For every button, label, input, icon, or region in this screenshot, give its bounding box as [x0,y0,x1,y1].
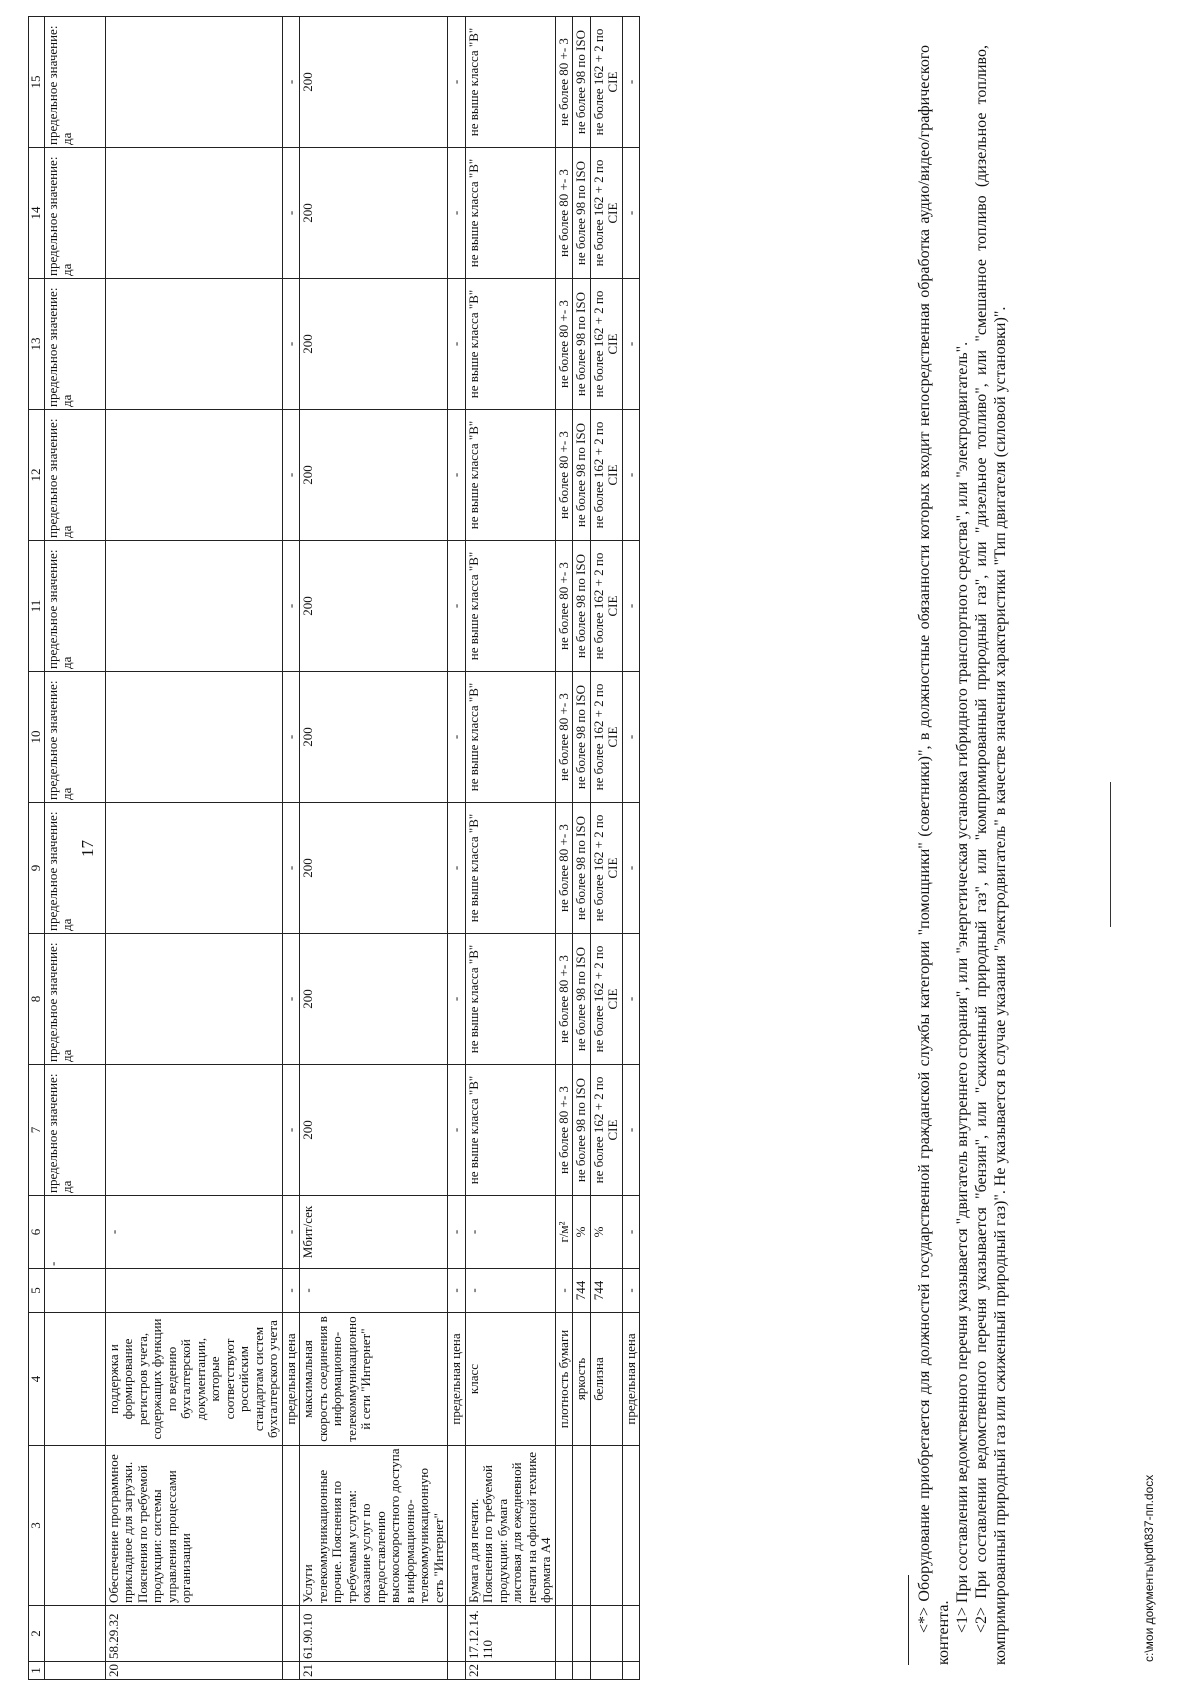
column-number: 6 [29,1196,45,1269]
requirements-table [28,16,640,1680]
table-cell: не более 98 по ISO [573,672,591,803]
table-cell: - [465,1196,555,1269]
column-number: 13 [29,279,45,410]
table-cell [282,1662,300,1680]
table-cell: предельная цена [448,1313,466,1446]
column-number: 9 [29,803,45,934]
table-row [300,17,448,1680]
table-cell: не более 98 по ISO [573,148,591,279]
table-cell [105,410,282,541]
end-rule [1110,782,1111,927]
table-cell [573,1446,591,1606]
limit-caption: предельное значение: да [44,279,105,410]
table-cell: 200 [300,410,448,541]
table-cell: не более 98 по ISO [573,1065,591,1196]
table-cell: - [622,410,640,541]
table-cell: 200 [300,1065,448,1196]
table-cell: - [622,803,640,934]
limit-caption: предельное значение: да [44,1065,105,1196]
table-row [282,17,300,1680]
table-cell: плотность бумаги [555,1313,573,1446]
table-cell: - [448,1269,466,1313]
column-number: 8 [29,934,45,1065]
table-cell: не более 162 + 2 по CIE [590,279,622,410]
table-cell: - [448,672,466,803]
column-number: 15 [29,17,45,148]
table-row [573,17,591,1680]
column-number: 3 [29,1446,45,1606]
table-cell [282,1606,300,1662]
table-cell: - [622,541,640,672]
column-number: 11 [29,541,45,672]
limit-caption-row [44,17,105,1680]
table-cell [105,1269,282,1313]
table-row [555,17,573,1680]
table-cell: % [573,1196,591,1269]
table-cell: - [282,803,300,934]
table-cell: не более 98 по ISO [573,541,591,672]
limit-caption: предельное значение: да [44,934,105,1065]
table-cell: - [282,672,300,803]
table-cell: не более 80 +- 3 [555,17,573,148]
page-number: 17 [78,840,97,857]
limit-caption: предельное значение: да [44,541,105,672]
table-cell: не более 162 + 2 по CIE [590,1065,622,1196]
table-cell: - [465,1269,555,1313]
table-cell: не более 98 по ISO [573,279,591,410]
table-cell [105,803,282,934]
table-cell: - [448,1065,466,1196]
table-cell: - [448,803,466,934]
empty-cell [44,1269,105,1313]
table-cell: - [622,1269,640,1313]
table-cell: не более 80 +- 3 [555,148,573,279]
table-cell: - [282,410,300,541]
table-cell [555,1662,573,1680]
table-cell: Мбит/сек [300,1196,448,1269]
table-cell [555,1446,573,1606]
table-cell [105,672,282,803]
table-cell: - [622,279,640,410]
table-cell: белизна [590,1313,622,1446]
table-cell [622,1606,640,1662]
empty-cell [44,1662,105,1680]
table-cell: - [282,1196,300,1269]
footnote-1: <1> При составлении ведомственного перечня указывается "двигатель внутреннего сгорания", или "энергетическая установка гибридного транспортного средства", или "электродвигатель". [954,341,971,1633]
table-cell: - [622,934,640,1065]
table-cell: - [282,541,300,672]
table-cell: не более 80 +- 3 [555,1065,573,1196]
empty-cell [44,1446,105,1606]
table-cell [573,1662,591,1680]
column-number: 4 [29,1313,45,1446]
table-cell: 200 [300,934,448,1065]
column-number: 14 [29,148,45,279]
table-cell: - [282,17,300,148]
table-cell: не более 162 + 2 по CIE [590,541,622,672]
table-cell [105,17,282,148]
table-cell: 200 [300,279,448,410]
table-cell: - [448,1196,466,1269]
table-cell: - [622,148,640,279]
table-cell: - [282,1065,300,1196]
table-cell: не выше класса "В" [465,1065,555,1196]
table-cell: - [622,1196,640,1269]
table-cell: - [282,148,300,279]
table-cell [448,1662,466,1680]
column-number: 5 [29,1269,45,1313]
table-cell: не более 162 + 2 по CIE [590,803,622,934]
table-cell: - [105,1196,282,1269]
table-cell: % [590,1196,622,1269]
table-row [622,17,640,1680]
table-cell [105,279,282,410]
table-cell [590,1662,622,1680]
limit-caption: предельное значение: да [44,148,105,279]
limit-caption: предельное значение: да [44,672,105,803]
table-cell: не более 162 + 2 по CIE [590,17,622,148]
column-number: 1 [29,1662,45,1680]
table-cell: предельная цена [622,1313,640,1446]
limit-caption: предельное значение: да [44,410,105,541]
table-cell: Бумага для печати. Пояснения по требуемой продукции: бумага листовая для ежедневной печати на офисной технике формата А4 [465,1446,555,1606]
table-cell: 61.90.10 [300,1606,448,1662]
table-cell: не выше класса "В" [465,803,555,934]
table-cell: максимальная скорость соединения в информационно-телекоммуникационной сети "Интернет" [300,1313,448,1446]
table-cell: не выше класса "В" [465,148,555,279]
table-cell: не более 98 по ISO [573,17,591,148]
table-cell: не выше класса "В" [465,934,555,1065]
table-cell: 200 [300,672,448,803]
column-number-row [29,17,45,1680]
table-cell: - [300,1269,448,1313]
table-cell: - [448,541,466,672]
table-cell [105,148,282,279]
table-row [448,17,466,1680]
table-cell [590,1446,622,1606]
column-number: 10 [29,672,45,803]
table-cell: не более 80 +- 3 [555,410,573,541]
table-row [465,17,555,1680]
table-cell: не более 80 +- 3 [555,934,573,1065]
limit-caption: предельное значение: да [44,803,105,934]
empty-cell: - [44,1196,105,1269]
limit-caption: предельное значение: да [44,17,105,148]
column-number: 2 [29,1606,45,1662]
table-cell [622,1662,640,1680]
table-row [105,17,282,1680]
empty-cell [44,1313,105,1446]
table-cell: - [448,934,466,1065]
table-cell [622,1446,640,1606]
table-cell: класс [465,1313,555,1446]
table-cell [448,1606,466,1662]
table-cell: 58.29.32 [105,1606,282,1662]
table-cell: Услуги телекоммуникационные прочие. Пояснения по требуемым услугам: оказание услуг по предоставлению высокоскоростного доступа в информационно-телекоммуникационную сеть "Интернет" [300,1446,448,1606]
table-cell: не более 98 по ISO [573,410,591,541]
table-cell [282,1446,300,1606]
table-cell: 744 [573,1269,591,1313]
table-cell: не более 80 +- 3 [555,803,573,934]
table-cell: не более 80 +- 3 [555,279,573,410]
table-cell [105,1065,282,1196]
table-cell: не более 162 + 2 по CIE [590,410,622,541]
table-cell: не выше класса "В" [465,279,555,410]
table-cell: яркость [573,1313,591,1446]
footnote-star: <*> Оборудование приобретается для должностей государственной гражданской службы категории "помощники" (советники)", в должностные обязанности которых входит непосредственная обработка аудио/видео/графического контента. [916,45,952,1665]
table-cell: Обеспечение программное прикладное для загрузки. Пояснения по требуемой продукции: системы управления процессами организации [105,1446,282,1606]
table-cell: не более 80 +- 3 [555,672,573,803]
table-cell: - [282,934,300,1065]
table-cell [555,1606,573,1662]
table-cell: не выше класса "В" [465,17,555,148]
table-cell: 200 [300,541,448,672]
table-cell: не выше класса "В" [465,410,555,541]
table-cell: - [448,279,466,410]
footnote-separator [908,1575,909,1665]
table-cell [573,1606,591,1662]
table-cell: не более 162 + 2 по CIE [590,672,622,803]
column-number: 7 [29,1065,45,1196]
table-cell: - [622,17,640,148]
table-cell: - [622,1065,640,1196]
table-cell: - [555,1269,573,1313]
table-cell: 744 [590,1269,622,1313]
table-cell: не более 162 + 2 по CIE [590,934,622,1065]
table-cell [105,541,282,672]
table-cell: 20 [105,1662,282,1680]
table-cell: не более 80 +- 3 [555,541,573,672]
table-cell [590,1606,622,1662]
table-cell: 200 [300,17,448,148]
table-cell: не более 162 + 2 по CIE [590,148,622,279]
column-number: 12 [29,410,45,541]
footer-file-path: c:\мои документы\pdf\837-пп.docx [1142,1474,1156,1662]
table-cell: - [282,1269,300,1313]
footnotes [900,45,1010,1665]
table-cell: 17.12.14.110 [465,1606,555,1662]
table-cell: не более 98 по ISO [573,934,591,1065]
footnote-2: <2> При составлении ведомственного перечня указывается "бензин", или "сжиженный природный газ", или "компримированный природный газ", или "дизельное топливо", или "смешанное топливо (дизельное топливо, компримированный природный газ или сжиженный природный газ)". Не указывается в случае указания "электродвигатель" в качестве значения характеристики "Тип двигателя (силовой установки)". [973,45,1009,1665]
empty-cell [44,1606,105,1662]
table-cell: - [448,17,466,148]
table-cell: 22 [465,1662,555,1680]
table-cell: - [448,410,466,541]
table-cell: 200 [300,148,448,279]
table-cell: г/м² [555,1196,573,1269]
table-cell: - [448,148,466,279]
table-cell: 200 [300,803,448,934]
table-cell: не выше класса "В" [465,672,555,803]
table-cell [105,934,282,1065]
table-cell: поддержка и формирование регистров учета, содержащих функции по ведению бухгалтерской документации, которые соответствуют российским стандартам систем бухгалтерского учета [105,1313,282,1446]
table-cell: - [622,672,640,803]
table-cell: - [282,279,300,410]
table-cell: 21 [300,1662,448,1680]
table-row [590,17,622,1680]
table-cell: не более 98 по ISO [573,803,591,934]
table-cell [448,1446,466,1606]
table-cell: не выше класса "В" [465,541,555,672]
table-cell: предельная цена [282,1313,300,1446]
